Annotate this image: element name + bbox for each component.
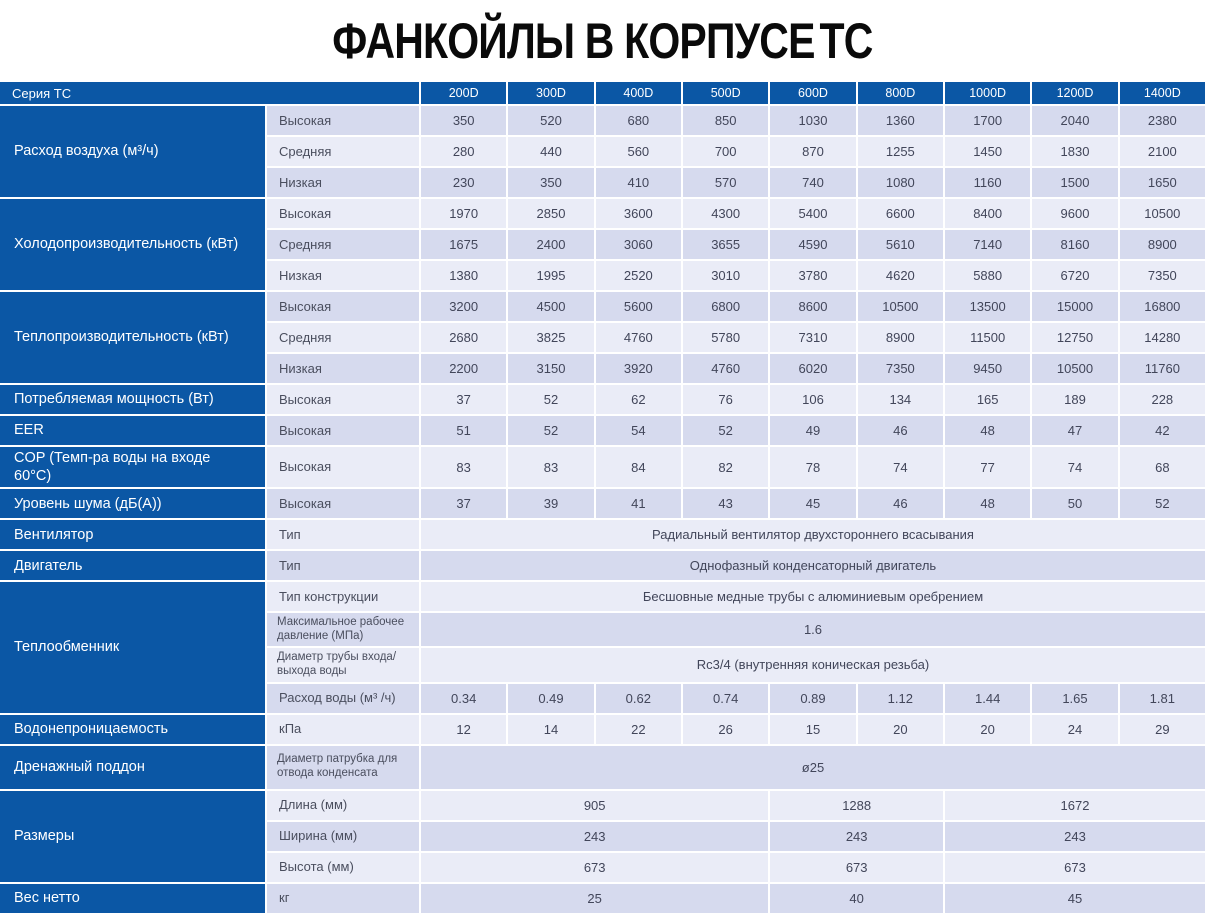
merged-value-cell: Радиальный вентилятор двухстороннего всасывания — [421, 520, 1205, 549]
value-cell: 440 — [508, 137, 593, 166]
value-cell: 1.44 — [945, 684, 1030, 713]
row-label: Высокая — [267, 199, 419, 228]
row-label: Длина (мм) — [267, 791, 419, 820]
merged-value-cell: 1.6 — [421, 613, 1205, 646]
value-cell: 700 — [683, 137, 768, 166]
value-cell: 9600 — [1032, 199, 1117, 228]
value-cell: 1.81 — [1120, 684, 1205, 713]
span-value-cell: 243 — [770, 822, 943, 851]
row-label: Расход воды (м³ /ч) — [267, 684, 419, 713]
value-cell: 2520 — [596, 261, 681, 290]
value-cell: 7350 — [1120, 261, 1205, 290]
value-cell: 2400 — [508, 230, 593, 259]
column-header: 300D — [508, 82, 593, 104]
value-cell: 1650 — [1120, 168, 1205, 197]
value-cell: 6020 — [770, 354, 855, 383]
value-cell: 165 — [945, 385, 1030, 414]
value-cell: 410 — [596, 168, 681, 197]
value-cell: 10500 — [1032, 354, 1117, 383]
value-cell: 4760 — [596, 323, 681, 352]
section-label: Водонепроницаемость — [0, 715, 265, 744]
value-cell: 3200 — [421, 292, 506, 321]
value-cell: 0.49 — [508, 684, 593, 713]
section-label: Вентилятор — [0, 520, 265, 549]
value-cell: 20 — [945, 715, 1030, 744]
value-cell: 62 — [596, 385, 681, 414]
value-cell: 350 — [421, 106, 506, 135]
row-label: Высокая — [267, 447, 419, 487]
column-header: 500D — [683, 82, 768, 104]
row-label: Средняя — [267, 137, 419, 166]
value-cell: 8400 — [945, 199, 1030, 228]
value-cell: 3825 — [508, 323, 593, 352]
value-cell: 5880 — [945, 261, 1030, 290]
value-cell: 29 — [1120, 715, 1205, 744]
section-label: Расход воздуха (м³/ч) — [0, 106, 265, 197]
row-label: Низкая — [267, 168, 419, 197]
value-cell: 39 — [508, 489, 593, 518]
value-cell: 37 — [421, 385, 506, 414]
value-cell: 78 — [770, 447, 855, 487]
value-cell: 5610 — [858, 230, 943, 259]
span-value-cell: 40 — [770, 884, 943, 913]
section-label: Вес нетто — [0, 884, 265, 913]
value-cell: 47 — [1032, 416, 1117, 445]
value-cell: 228 — [1120, 385, 1205, 414]
value-cell: 570 — [683, 168, 768, 197]
value-cell: 77 — [945, 447, 1030, 487]
section-label: Потребляемая мощность (Вт) — [0, 385, 265, 414]
value-cell: 45 — [770, 489, 855, 518]
value-cell: 52 — [683, 416, 768, 445]
row-label: Средняя — [267, 230, 419, 259]
value-cell: 560 — [596, 137, 681, 166]
value-cell: 4620 — [858, 261, 943, 290]
value-cell: 8160 — [1032, 230, 1117, 259]
value-cell: 52 — [1120, 489, 1205, 518]
row-label: Высокая — [267, 106, 419, 135]
value-cell: 12 — [421, 715, 506, 744]
value-cell: 1255 — [858, 137, 943, 166]
column-header: 800D — [858, 82, 943, 104]
value-cell: 51 — [421, 416, 506, 445]
value-cell: 52 — [508, 416, 593, 445]
value-cell: 15000 — [1032, 292, 1117, 321]
value-cell: 14 — [508, 715, 593, 744]
spec-table — [0, 82, 1205, 913]
value-cell: 0.74 — [683, 684, 768, 713]
value-cell: 4500 — [508, 292, 593, 321]
row-label: Тип — [267, 551, 419, 580]
value-cell: 8600 — [770, 292, 855, 321]
value-cell: 350 — [508, 168, 593, 197]
value-cell: 84 — [596, 447, 681, 487]
value-cell: 870 — [770, 137, 855, 166]
section-label: Холодопроизводительность (кВт) — [0, 199, 265, 290]
column-header: 1000D — [945, 82, 1030, 104]
value-cell: 4590 — [770, 230, 855, 259]
section-label: Двигатель — [0, 551, 265, 580]
value-cell: 0.89 — [770, 684, 855, 713]
row-label: Максимальное рабочее давление (МПа) — [267, 613, 419, 646]
value-cell: 0.34 — [421, 684, 506, 713]
value-cell: 15 — [770, 715, 855, 744]
value-cell: 3600 — [596, 199, 681, 228]
span-value-cell: 45 — [945, 884, 1205, 913]
value-cell: 1380 — [421, 261, 506, 290]
row-label: Ширина (мм) — [267, 822, 419, 851]
page-title-series: ТС — [819, 13, 873, 69]
value-cell: 3655 — [683, 230, 768, 259]
value-cell: 1360 — [858, 106, 943, 135]
value-cell: 4760 — [683, 354, 768, 383]
value-cell: 83 — [508, 447, 593, 487]
value-cell: 76 — [683, 385, 768, 414]
value-cell: 8900 — [1120, 230, 1205, 259]
span-value-cell: 243 — [945, 822, 1205, 851]
value-cell: 46 — [858, 416, 943, 445]
value-cell: 7350 — [858, 354, 943, 383]
value-cell: 74 — [1032, 447, 1117, 487]
column-header: 1400D — [1120, 82, 1205, 104]
value-cell: 850 — [683, 106, 768, 135]
value-cell: 49 — [770, 416, 855, 445]
section-label: EER — [0, 416, 265, 445]
value-cell: 48 — [945, 416, 1030, 445]
span-value-cell: 243 — [421, 822, 768, 851]
column-header: 400D — [596, 82, 681, 104]
row-label: Высокая — [267, 292, 419, 321]
section-label: Дренажный поддон — [0, 746, 265, 789]
value-cell: 12750 — [1032, 323, 1117, 352]
value-cell: 1160 — [945, 168, 1030, 197]
value-cell: 1995 — [508, 261, 593, 290]
value-cell: 10500 — [1120, 199, 1205, 228]
value-cell: 16800 — [1120, 292, 1205, 321]
section-label: Теплопроизводительность (кВт) — [0, 292, 265, 383]
value-cell: 3920 — [596, 354, 681, 383]
span-value-cell: 25 — [421, 884, 768, 913]
page-title-text: ФАНКОЙЛЫ В КОРПУСЕ — [332, 13, 815, 69]
page-title — [0, 0, 1205, 82]
value-cell: 22 — [596, 715, 681, 744]
value-cell: 1030 — [770, 106, 855, 135]
value-cell: 43 — [683, 489, 768, 518]
value-cell: 2200 — [421, 354, 506, 383]
value-cell: 24 — [1032, 715, 1117, 744]
value-cell: 8900 — [858, 323, 943, 352]
column-header: 200D — [421, 82, 506, 104]
merged-value-cell: Бесшовные медные трубы с алюминиевым оребрением — [421, 582, 1205, 611]
span-value-cell: 673 — [421, 853, 768, 882]
value-cell: 189 — [1032, 385, 1117, 414]
value-cell: 1675 — [421, 230, 506, 259]
value-cell: 11500 — [945, 323, 1030, 352]
row-label: Диаметр патрубка для отвода конденсата — [267, 746, 419, 789]
span-value-cell: 1672 — [945, 791, 1205, 820]
row-label: Высокая — [267, 416, 419, 445]
section-label: Размеры — [0, 791, 265, 882]
value-cell: 680 — [596, 106, 681, 135]
value-cell: 11760 — [1120, 354, 1205, 383]
value-cell: 42 — [1120, 416, 1205, 445]
value-cell: 1080 — [858, 168, 943, 197]
value-cell: 2100 — [1120, 137, 1205, 166]
value-cell: 2680 — [421, 323, 506, 352]
value-cell: 20 — [858, 715, 943, 744]
value-cell: 14280 — [1120, 323, 1205, 352]
row-label: Диаметр трубы входа/ выхода воды — [267, 648, 419, 681]
value-cell: 2040 — [1032, 106, 1117, 135]
value-cell: 9450 — [945, 354, 1030, 383]
value-cell: 7310 — [770, 323, 855, 352]
value-cell: 13500 — [945, 292, 1030, 321]
value-cell: 6720 — [1032, 261, 1117, 290]
section-label: Уровень шума (дБ(А)) — [0, 489, 265, 518]
value-cell: 6800 — [683, 292, 768, 321]
value-cell: 740 — [770, 168, 855, 197]
value-cell: 280 — [421, 137, 506, 166]
value-cell: 50 — [1032, 489, 1117, 518]
value-cell: 230 — [421, 168, 506, 197]
section-label: Теплообменник — [0, 582, 265, 712]
value-cell: 3150 — [508, 354, 593, 383]
row-label: Низкая — [267, 261, 419, 290]
value-cell: 83 — [421, 447, 506, 487]
value-cell: 5600 — [596, 292, 681, 321]
value-cell: 54 — [596, 416, 681, 445]
column-header: 1200D — [1032, 82, 1117, 104]
value-cell: 46 — [858, 489, 943, 518]
value-cell: 520 — [508, 106, 593, 135]
row-label: кПа — [267, 715, 419, 744]
value-cell: 1830 — [1032, 137, 1117, 166]
value-cell: 1700 — [945, 106, 1030, 135]
value-cell: 3060 — [596, 230, 681, 259]
section-label: COP (Темп-ра воды на входе 60°С) — [0, 447, 265, 487]
span-value-cell: 1288 — [770, 791, 943, 820]
row-label: кг — [267, 884, 419, 913]
value-cell: 2850 — [508, 199, 593, 228]
series-header-cell: Серия ТС — [0, 82, 419, 104]
column-header: 600D — [770, 82, 855, 104]
value-cell: 26 — [683, 715, 768, 744]
value-cell: 4300 — [683, 199, 768, 228]
value-cell: 48 — [945, 489, 1030, 518]
value-cell: 1500 — [1032, 168, 1117, 197]
value-cell: 82 — [683, 447, 768, 487]
value-cell: 2380 — [1120, 106, 1205, 135]
value-cell: 3780 — [770, 261, 855, 290]
value-cell: 1450 — [945, 137, 1030, 166]
value-cell: 1.65 — [1032, 684, 1117, 713]
value-cell: 5780 — [683, 323, 768, 352]
row-label: Высокая — [267, 489, 419, 518]
value-cell: 74 — [858, 447, 943, 487]
row-label: Тип конструкции — [267, 582, 419, 611]
span-value-cell: 905 — [421, 791, 768, 820]
value-cell: 6600 — [858, 199, 943, 228]
merged-value-cell: Однофазный конденсаторный двигатель — [421, 551, 1205, 580]
value-cell: 5400 — [770, 199, 855, 228]
value-cell: 41 — [596, 489, 681, 518]
value-cell: 10500 — [858, 292, 943, 321]
merged-value-cell: ø25 — [421, 746, 1205, 789]
value-cell: 0.62 — [596, 684, 681, 713]
value-cell: 1970 — [421, 199, 506, 228]
span-value-cell: 673 — [770, 853, 943, 882]
value-cell: 68 — [1120, 447, 1205, 487]
row-label: Высокая — [267, 385, 419, 414]
value-cell: 1.12 — [858, 684, 943, 713]
merged-value-cell: Rc3/4 (внутренняя коническая резьба) — [421, 648, 1205, 681]
value-cell: 106 — [770, 385, 855, 414]
value-cell: 134 — [858, 385, 943, 414]
value-cell: 37 — [421, 489, 506, 518]
value-cell: 52 — [508, 385, 593, 414]
row-label: Тип — [267, 520, 419, 549]
value-cell: 7140 — [945, 230, 1030, 259]
span-value-cell: 673 — [945, 853, 1205, 882]
row-label: Низкая — [267, 354, 419, 383]
row-label: Высота (мм) — [267, 853, 419, 882]
row-label: Средняя — [267, 323, 419, 352]
value-cell: 3010 — [683, 261, 768, 290]
